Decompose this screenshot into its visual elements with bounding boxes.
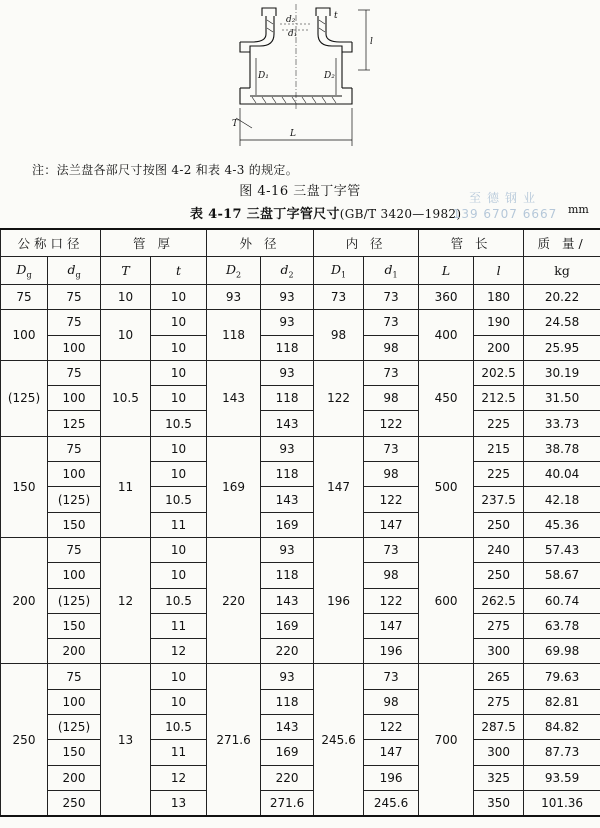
cell-l: 265 — [474, 664, 524, 689]
cell-mass: 101.36 — [524, 790, 600, 816]
cell-d2: 93 — [261, 285, 314, 310]
cell-d2: 271.6 — [261, 790, 314, 816]
cell-d2: 93 — [261, 360, 314, 385]
cell-mass: 45.36 — [524, 512, 600, 537]
cell-t: 11 — [151, 740, 207, 765]
cell-t: 10 — [151, 285, 207, 310]
table-row — [1, 689, 600, 714]
header-nominal-diameter: 公称口径 — [1, 229, 101, 257]
cell-mass: 87.73 — [524, 740, 600, 765]
header-symbol — [314, 257, 364, 285]
cell-d1: 73 — [364, 664, 419, 689]
table-row — [1, 537, 600, 562]
table-row — [1, 588, 600, 613]
cell-mass: 63.78 — [524, 613, 600, 638]
cell-d2: 220 — [261, 639, 314, 664]
cell-dg: 100 — [48, 462, 101, 487]
label-t: t — [334, 11, 338, 21]
cell-d2: 93 — [261, 310, 314, 335]
cell-dg: (125) — [48, 715, 101, 740]
cell-d1: 147 — [364, 512, 419, 537]
cell-d2: 93 — [261, 537, 314, 562]
table-row — [1, 386, 600, 411]
cell-d1: 73 — [364, 436, 419, 461]
cell-l: 240 — [474, 537, 524, 562]
cell-t: 10 — [151, 335, 207, 360]
cell-L: 360 — [419, 285, 474, 310]
cell-Dg: 200 — [1, 537, 48, 663]
cell-d1: 196 — [364, 639, 419, 664]
header-symbol — [1, 257, 48, 285]
cell-d2: 118 — [261, 386, 314, 411]
cell-dg: 75 — [48, 537, 101, 562]
header-symbol-main: T — [121, 263, 130, 278]
cell-d1: 73 — [364, 285, 419, 310]
cell-dg: 100 — [48, 563, 101, 588]
table-row — [1, 790, 600, 816]
cell-mass: 93.59 — [524, 765, 600, 790]
cell-D1: 196 — [314, 537, 364, 663]
table-standard: (GB/T 3420—1982) — [339, 207, 462, 221]
note-text: 注：法兰盘各部尺寸按图 4-2 和表 4-3 的规定。 — [32, 163, 299, 177]
cell-l: 350 — [474, 790, 524, 816]
cell-dg: 150 — [48, 512, 101, 537]
cell-Dg: 75 — [1, 285, 48, 310]
cell-mass: 57.43 — [524, 537, 600, 562]
cell-D2: 271.6 — [207, 664, 261, 816]
table-row — [1, 487, 600, 512]
cell-t: 10 — [151, 462, 207, 487]
label-d1: d₁ — [288, 29, 298, 39]
cell-d1: 245.6 — [364, 790, 419, 816]
cell-l: 250 — [474, 563, 524, 588]
cell-d2: 169 — [261, 512, 314, 537]
cell-d2: 118 — [261, 563, 314, 588]
cell-Dg: 100 — [1, 310, 48, 361]
header-symbol-main: D — [16, 261, 27, 277]
cell-dg: 75 — [48, 310, 101, 335]
cell-T: 13 — [101, 664, 151, 816]
header-symbol — [474, 257, 524, 285]
cell-t: 10 — [151, 360, 207, 385]
cell-mass: 24.58 — [524, 310, 600, 335]
cell-dg: 75 — [48, 664, 101, 689]
header-group-row — [1, 229, 600, 257]
table-row — [1, 563, 600, 588]
cell-l: 212.5 — [474, 386, 524, 411]
table-row — [1, 740, 600, 765]
label-L: L — [290, 129, 296, 139]
table-row — [1, 436, 600, 461]
cell-dg: 250 — [48, 790, 101, 816]
header-symbol — [151, 257, 207, 285]
cell-d1: 147 — [364, 613, 419, 638]
cell-t: 12 — [151, 639, 207, 664]
cell-d2: 118 — [261, 335, 314, 360]
header-mass: 质 量/ — [524, 229, 600, 257]
cell-d1: 73 — [364, 360, 419, 385]
cell-l: 215 — [474, 436, 524, 461]
table-row — [1, 613, 600, 638]
watermark — [440, 190, 570, 222]
cell-D1: 245.6 — [314, 664, 364, 816]
cell-t: 13 — [151, 790, 207, 816]
cell-l: 300 — [474, 639, 524, 664]
cell-D1: 122 — [314, 360, 364, 436]
cell-d2: 93 — [261, 664, 314, 689]
cell-d1: 122 — [364, 588, 419, 613]
cell-T: 10 — [101, 285, 151, 310]
header-symbol-main: t — [176, 263, 182, 278]
cell-l: 202.5 — [474, 360, 524, 385]
cell-t: 10 — [151, 537, 207, 562]
label-D1: D₁ — [258, 71, 269, 81]
cell-D2: 118 — [207, 310, 261, 361]
cell-mass: 38.78 — [524, 436, 600, 461]
cell-d1: 73 — [364, 537, 419, 562]
cell-Dg: 150 — [1, 436, 48, 537]
cell-d2: 143 — [261, 411, 314, 436]
header-symbol-main: d — [384, 261, 393, 277]
header-symbol-main: D — [330, 261, 342, 277]
table-row — [1, 360, 600, 385]
cell-T: 10.5 — [101, 360, 151, 436]
cell-dg: 100 — [48, 386, 101, 411]
cell-d2: 143 — [261, 715, 314, 740]
header-inner-diameter: 内 径 — [314, 229, 419, 257]
cell-L: 600 — [419, 537, 474, 663]
watermark-phone: 139 6707 6667 — [452, 207, 558, 221]
cell-dg: 150 — [48, 613, 101, 638]
header-symbol — [364, 257, 419, 285]
table-row — [1, 512, 600, 537]
table-row — [1, 639, 600, 664]
cell-d2: 169 — [261, 740, 314, 765]
cell-d2: 143 — [261, 487, 314, 512]
header-symbol-main: d — [280, 261, 289, 277]
cell-l: 200 — [474, 335, 524, 360]
cell-d1: 98 — [364, 563, 419, 588]
cell-t: 12 — [151, 765, 207, 790]
table-row — [1, 310, 600, 335]
table-row — [1, 715, 600, 740]
cell-d1: 122 — [364, 487, 419, 512]
dimension-table — [0, 228, 600, 817]
cell-d2: 118 — [261, 462, 314, 487]
cell-T: 12 — [101, 537, 151, 663]
cell-D1: 73 — [314, 285, 364, 310]
cell-mass: 20.22 — [524, 285, 600, 310]
cell-l: 300 — [474, 740, 524, 765]
cell-L: 450 — [419, 360, 474, 436]
cell-t: 10.5 — [151, 411, 207, 436]
table-row — [1, 765, 600, 790]
cell-l: 180 — [474, 285, 524, 310]
watermark-name: 至德钢业 — [468, 191, 541, 205]
table-row — [1, 664, 600, 689]
cell-d1: 196 — [364, 765, 419, 790]
cell-D2: 143 — [207, 360, 261, 436]
header-outer-diameter: 外 径 — [207, 229, 314, 257]
cell-Dg: (125) — [1, 360, 48, 436]
cell-mass: 84.82 — [524, 715, 600, 740]
cell-l: 275 — [474, 613, 524, 638]
cell-mass: 30.19 — [524, 360, 600, 385]
header-symbol-sub: 2 — [288, 270, 294, 280]
cell-D1: 98 — [314, 310, 364, 361]
tee-pipe-drawing — [230, 0, 380, 150]
header-symbol-sub: 2 — [236, 270, 242, 280]
cell-t: 10.5 — [151, 588, 207, 613]
cell-dg: (125) — [48, 487, 101, 512]
cell-t: 10 — [151, 310, 207, 335]
cell-t: 10 — [151, 689, 207, 714]
label-T: T — [232, 119, 239, 129]
cell-dg: 75 — [48, 436, 101, 461]
cell-t: 10 — [151, 436, 207, 461]
header-symbol-main: L — [441, 263, 451, 278]
cell-l: 237.5 — [474, 487, 524, 512]
cell-L: 500 — [419, 436, 474, 537]
table-title-main: 表 4-17 三盘丁字管尺寸 — [190, 207, 340, 222]
cell-D2: 93 — [207, 285, 261, 310]
cell-mass: 40.04 — [524, 462, 600, 487]
header-symbol — [261, 257, 314, 285]
cell-L: 400 — [419, 310, 474, 361]
table-row — [1, 335, 600, 360]
header-symbol — [48, 257, 101, 285]
table-title — [190, 203, 461, 222]
cell-mass: 82.81 — [524, 689, 600, 714]
cell-T: 10 — [101, 310, 151, 361]
cell-d2: 220 — [261, 765, 314, 790]
header-symbol — [101, 257, 151, 285]
cell-dg: 200 — [48, 639, 101, 664]
cell-mass: 42.18 — [524, 487, 600, 512]
cell-mass: 25.95 — [524, 335, 600, 360]
cell-dg: (125) — [48, 588, 101, 613]
cell-l: 225 — [474, 462, 524, 487]
cell-L: 700 — [419, 664, 474, 816]
cell-l: 250 — [474, 512, 524, 537]
cell-l: 325 — [474, 765, 524, 790]
cell-T: 11 — [101, 436, 151, 537]
cell-mass: 31.50 — [524, 386, 600, 411]
cell-t: 10 — [151, 386, 207, 411]
cell-t: 10.5 — [151, 487, 207, 512]
header-symbol-sub: 1 — [341, 270, 347, 280]
cell-mass: 79.63 — [524, 664, 600, 689]
cell-mass: 60.74 — [524, 588, 600, 613]
table-row — [1, 285, 600, 310]
cell-t: 11 — [151, 613, 207, 638]
cell-t: 10.5 — [151, 715, 207, 740]
cell-mass: 33.73 — [524, 411, 600, 436]
cell-dg: 200 — [48, 765, 101, 790]
cell-mass: 58.67 — [524, 563, 600, 588]
cell-Dg: 250 — [1, 664, 48, 816]
unit-label: mm — [568, 203, 589, 216]
cell-d2: 118 — [261, 689, 314, 714]
cell-d1: 98 — [364, 689, 419, 714]
cell-d1: 73 — [364, 310, 419, 335]
header-pipe-length: 管 长 — [419, 229, 524, 257]
header-symbol-main: l — [496, 263, 501, 278]
label-l: l — [370, 37, 373, 47]
cell-dg: 125 — [48, 411, 101, 436]
cell-l: 275 — [474, 689, 524, 714]
cell-d2: 143 — [261, 588, 314, 613]
header-symbol-main: D — [225, 261, 236, 277]
header-symbol-sub: 1 — [392, 270, 398, 280]
table-row — [1, 462, 600, 487]
header-symbol-sub: g — [75, 270, 81, 280]
table-body — [1, 285, 600, 817]
cell-d1: 98 — [364, 386, 419, 411]
cell-d2: 169 — [261, 613, 314, 638]
header-wall-thickness: 管 厚 — [101, 229, 207, 257]
header-symbol-main: d — [67, 261, 76, 277]
cell-t: 10 — [151, 563, 207, 588]
cell-d1: 98 — [364, 462, 419, 487]
cell-d1: 122 — [364, 715, 419, 740]
cell-D1: 147 — [314, 436, 364, 537]
cell-mass: 69.98 — [524, 639, 600, 664]
cell-dg: 100 — [48, 689, 101, 714]
cell-D2: 220 — [207, 537, 261, 663]
header-symbol — [207, 257, 261, 285]
cell-dg: 150 — [48, 740, 101, 765]
cell-dg: 75 — [48, 360, 101, 385]
cell-dg: 75 — [48, 285, 101, 310]
cell-t: 11 — [151, 512, 207, 537]
cell-l: 225 — [474, 411, 524, 436]
cell-l: 262.5 — [474, 588, 524, 613]
cell-t: 10 — [151, 664, 207, 689]
cell-D2: 169 — [207, 436, 261, 537]
label-d2: d₂ — [286, 15, 296, 25]
cell-d1: 122 — [364, 411, 419, 436]
cell-d1: 147 — [364, 740, 419, 765]
table-row — [1, 411, 600, 436]
header-symbol-row — [1, 257, 600, 285]
header-symbol-sub: g — [26, 270, 32, 280]
cell-l: 287.5 — [474, 715, 524, 740]
header-symbol — [419, 257, 474, 285]
label-D2: D₂ — [324, 71, 335, 81]
cell-d1: 98 — [364, 335, 419, 360]
figure-caption: 图 4-16 三盘丁字管 — [239, 184, 361, 199]
cell-dg: 100 — [48, 335, 101, 360]
cell-l: 190 — [474, 310, 524, 335]
cell-d2: 93 — [261, 436, 314, 461]
header-mass-unit: kg — [524, 257, 600, 285]
